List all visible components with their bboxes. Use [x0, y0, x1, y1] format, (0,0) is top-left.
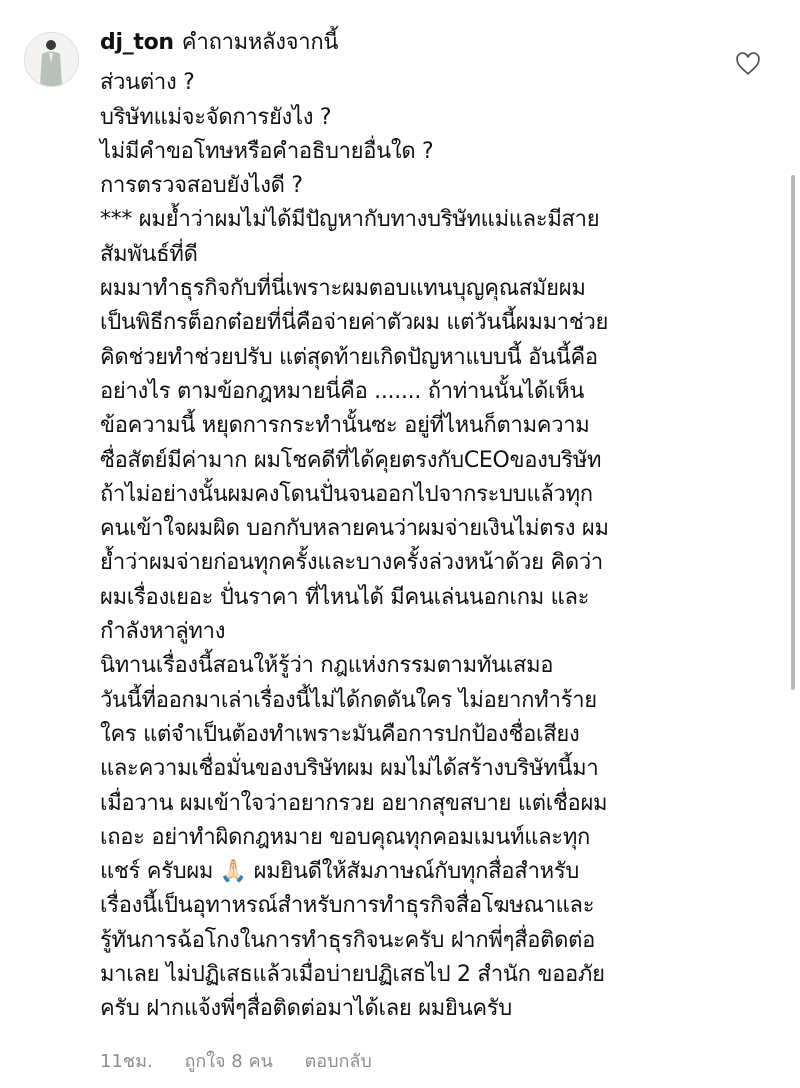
- comment-text-line: *** ผมย้ำว่าผมไม่ได้มีปัญหากับทางบริษัทแม่และมีสาย: [100, 207, 600, 233]
- comment-footer: [100, 1046, 398, 1075]
- comment-text-line: การตรวจสอบยังไงดี ?: [100, 173, 303, 199]
- avatar-image: [25, 33, 78, 86]
- comment-text-line: คนเข้าใจผมผิด บอกกับหลายคนว่าผมจ่ายเงินไม่ตรง ผม: [100, 516, 609, 542]
- comment-text-line: เมื่อวาน ผมเข้าใจว่าอยากรวย อยากสุขสบาย แต่เชื่อผม: [100, 790, 608, 816]
- comment-text-line: วันนี้ที่ออกมาเล่าเรื่องนี้ไม่ได้กดดันใคร ไม่อยากทำร้าย: [100, 687, 597, 713]
- comment-text-line: มาเลย ไม่ปฏิเสธแล้วเมื่อบ่ายปฏิเสธไป 2 สำนัก ขออภัย: [100, 962, 605, 988]
- comment-text-line: ข้อความนี้ หยุดการกระทำนั้นซะ อยู่ที่ไหนก็ตามความ: [100, 413, 590, 439]
- comment-text-line: ผมเรื่องเยอะ ปั่นราคา ที่ไหนได้ มีคนเล่นนอกเกม และ: [100, 584, 590, 610]
- comment-text-line: กำลังหาลู่ทาง: [100, 619, 226, 645]
- reply-button[interactable]: ตอบกลับ: [304, 1051, 372, 1072]
- username-link[interactable]: dj_ton: [100, 30, 174, 55]
- comment-text-line: เป็นพิธีกรต็อกต๋อยที่นี่คือจ่ายค่าตัวผม แต่วันนี้ผมมาช่วย: [100, 310, 609, 336]
- comment-text-line: รู้ทันการฉ้อโกงในการทำธุรกิจนะครับ ฝากพี่ๆสื่อติดต่อ: [100, 927, 596, 953]
- comment-text-line: แชร์ ครับผม 🙏🏻 ผมยินดีให้สัมภาษณ์กับทุกสื่อสำหรับ: [100, 859, 580, 885]
- comment-text-line: คำถามหลังจากนี้: [181, 30, 339, 55]
- comment-text-line: ครับ ฝากแจ้งพี่ๆสื่อติดต่อมาได้เลย ผมยินครับ: [100, 996, 512, 1022]
- comment-text-line: เรื่องนี้เป็นอุทาหรณ์สำหรับการทำธุรกิจสื่อโฆษณาและ: [100, 893, 595, 919]
- avatar[interactable]: [24, 32, 79, 87]
- comment-text-line: บริษัทแม่จะจัดการยังไง ?: [100, 104, 332, 130]
- comment-text-line: ไม่มีคำขอโทษหรือคำอธิบายอื่นใด ?: [100, 138, 434, 164]
- comment-text-line: ซื่อสัตย์มีค่ามาก ผมโชคดีที่ได้คุยตรงกับCEOของบริษัท: [100, 447, 602, 473]
- comment-text-line: ย้ำว่าผมจ่ายก่อนทุกครั้งและบางครั้งล่วงหน้าด้วย คิดว่า: [100, 550, 603, 576]
- comment-text-line: อย่างไร ตามข้อกฎหมายนี่คือ ....... ถ้าท่านนั้นได้เห็น: [100, 378, 585, 404]
- comment-text-line: ถ้าไม่อย่างนั้นผมคงโดนปั่นจนออกไปจากระบบแล้วทุก: [100, 481, 593, 507]
- comment-text-line: ใคร แต่จำเป็นต้องทำเพราะมันคือการปกป้องชื่อเสียง: [100, 721, 580, 747]
- comment-text-line: ส่วนต่าง ?: [100, 70, 195, 96]
- comment-text-line: นิทานเรื่องนี้สอนให้รู้ว่า กฎแห่งกรรมตามทันเสมอ: [100, 653, 554, 679]
- timestamp: 11ชม.: [100, 1051, 153, 1072]
- comment-text-line: ผมมาทำธุรกิจกับที่นี่เพราะผมตอบแทนบุญคุณสมัยผม: [100, 276, 586, 302]
- scrollbar[interactable]: [791, 175, 795, 690]
- comment-text-line: คิดช่วยทำช่วยปรับ แต่สุดท้ายเกิดปัญหาแบบนี้ อันนี้คือ: [100, 344, 598, 370]
- comment-text-line: เถอะ อย่าทำผิดกฎหมาย ขอบคุณทุกคอมเมนท์และทุก: [100, 824, 591, 850]
- comment-body: [100, 26, 790, 1027]
- comment-first-line: [100, 26, 790, 60]
- comment-text-line: สัมพันธ์ที่ดี: [100, 241, 198, 267]
- likes-count-link[interactable]: ถูกใจ 8 คน: [184, 1051, 273, 1072]
- comment-text-line: และความเชื่อมั่นของบริษัทผม ผมไม่ได้สร้างบริษัทนี้มา: [100, 756, 599, 782]
